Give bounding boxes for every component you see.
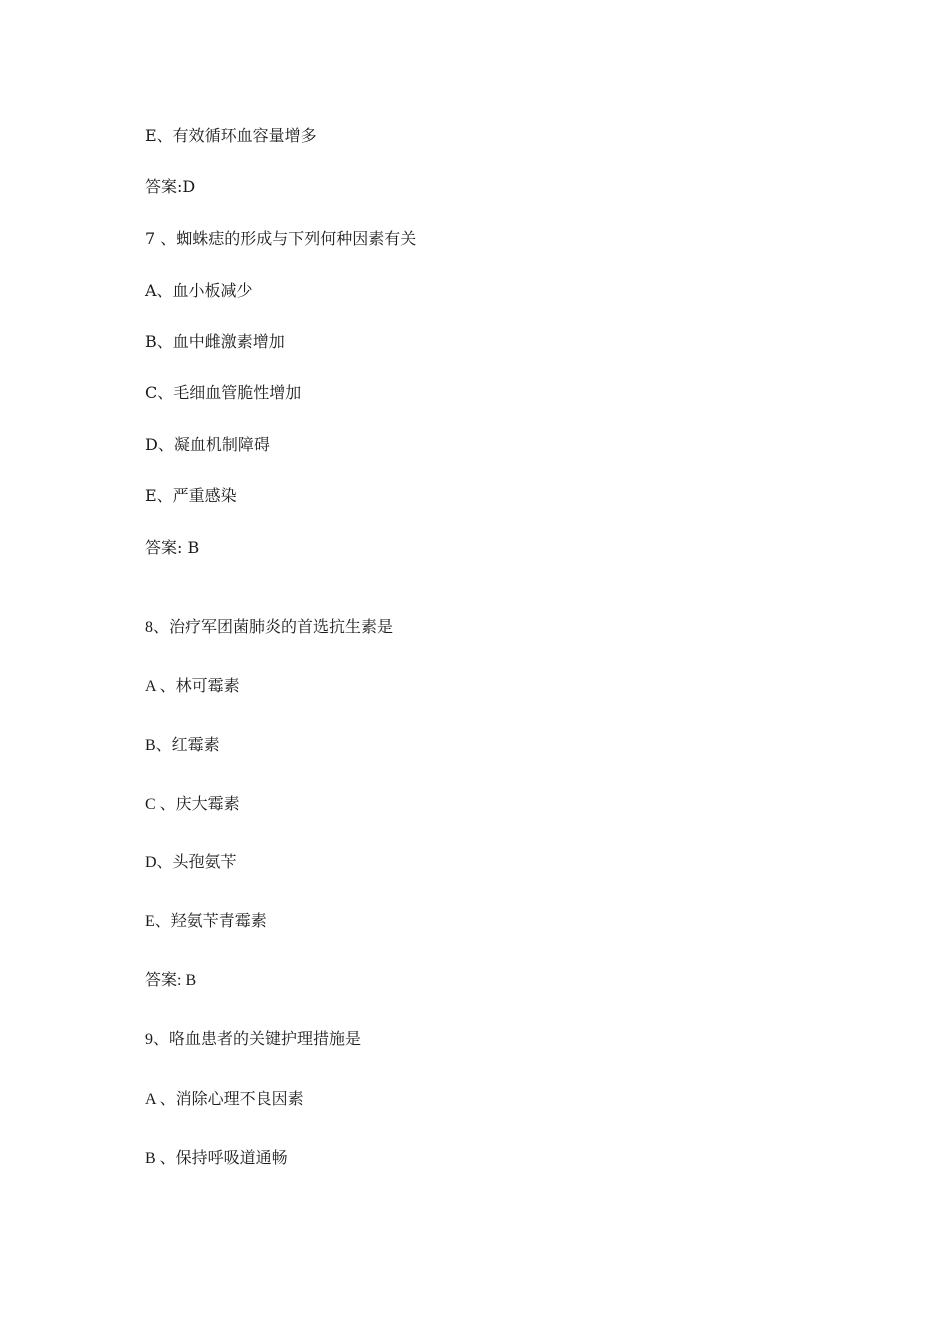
answer-q6: 答案:D <box>145 177 196 196</box>
option-b-q9: B 、保持呼吸道通畅 <box>145 1150 288 1167</box>
option-d-q7: D、凝血机制障碍 <box>145 435 270 454</box>
option-e-q7: E、严重感染 <box>145 486 237 505</box>
option-a-q9: A 、消除心理不良因素 <box>145 1091 304 1108</box>
option-b-q8: B、红霉素 <box>145 737 220 754</box>
question-7: 7 、蜘蛛痣的形成与下列何种因素有关 <box>145 229 417 248</box>
option-d-q8: D、头孢氨苄 <box>145 854 237 871</box>
option-a-q8: A 、林可霉素 <box>145 678 240 695</box>
option-b-q7: B、血中雌激素增加 <box>145 332 285 351</box>
question-9: 9、咯血患者的关键护理措施是 <box>145 1031 362 1048</box>
option-e-q8: E、羟氨苄青霉素 <box>145 913 267 930</box>
option-e-q6: E、有效循环血容量增多 <box>145 126 317 145</box>
option-a-q7: A、血小板减少 <box>145 281 253 300</box>
question-8: 8、治疗军团菌肺炎的首选抗生素是 <box>145 619 394 636</box>
option-c-q7: C、毛细血管脆性增加 <box>145 383 302 402</box>
option-c-q8: C 、庆大霉素 <box>145 796 240 813</box>
answer-q8: 答案: B <box>145 972 197 989</box>
answer-q7: 答案: B <box>145 538 200 557</box>
